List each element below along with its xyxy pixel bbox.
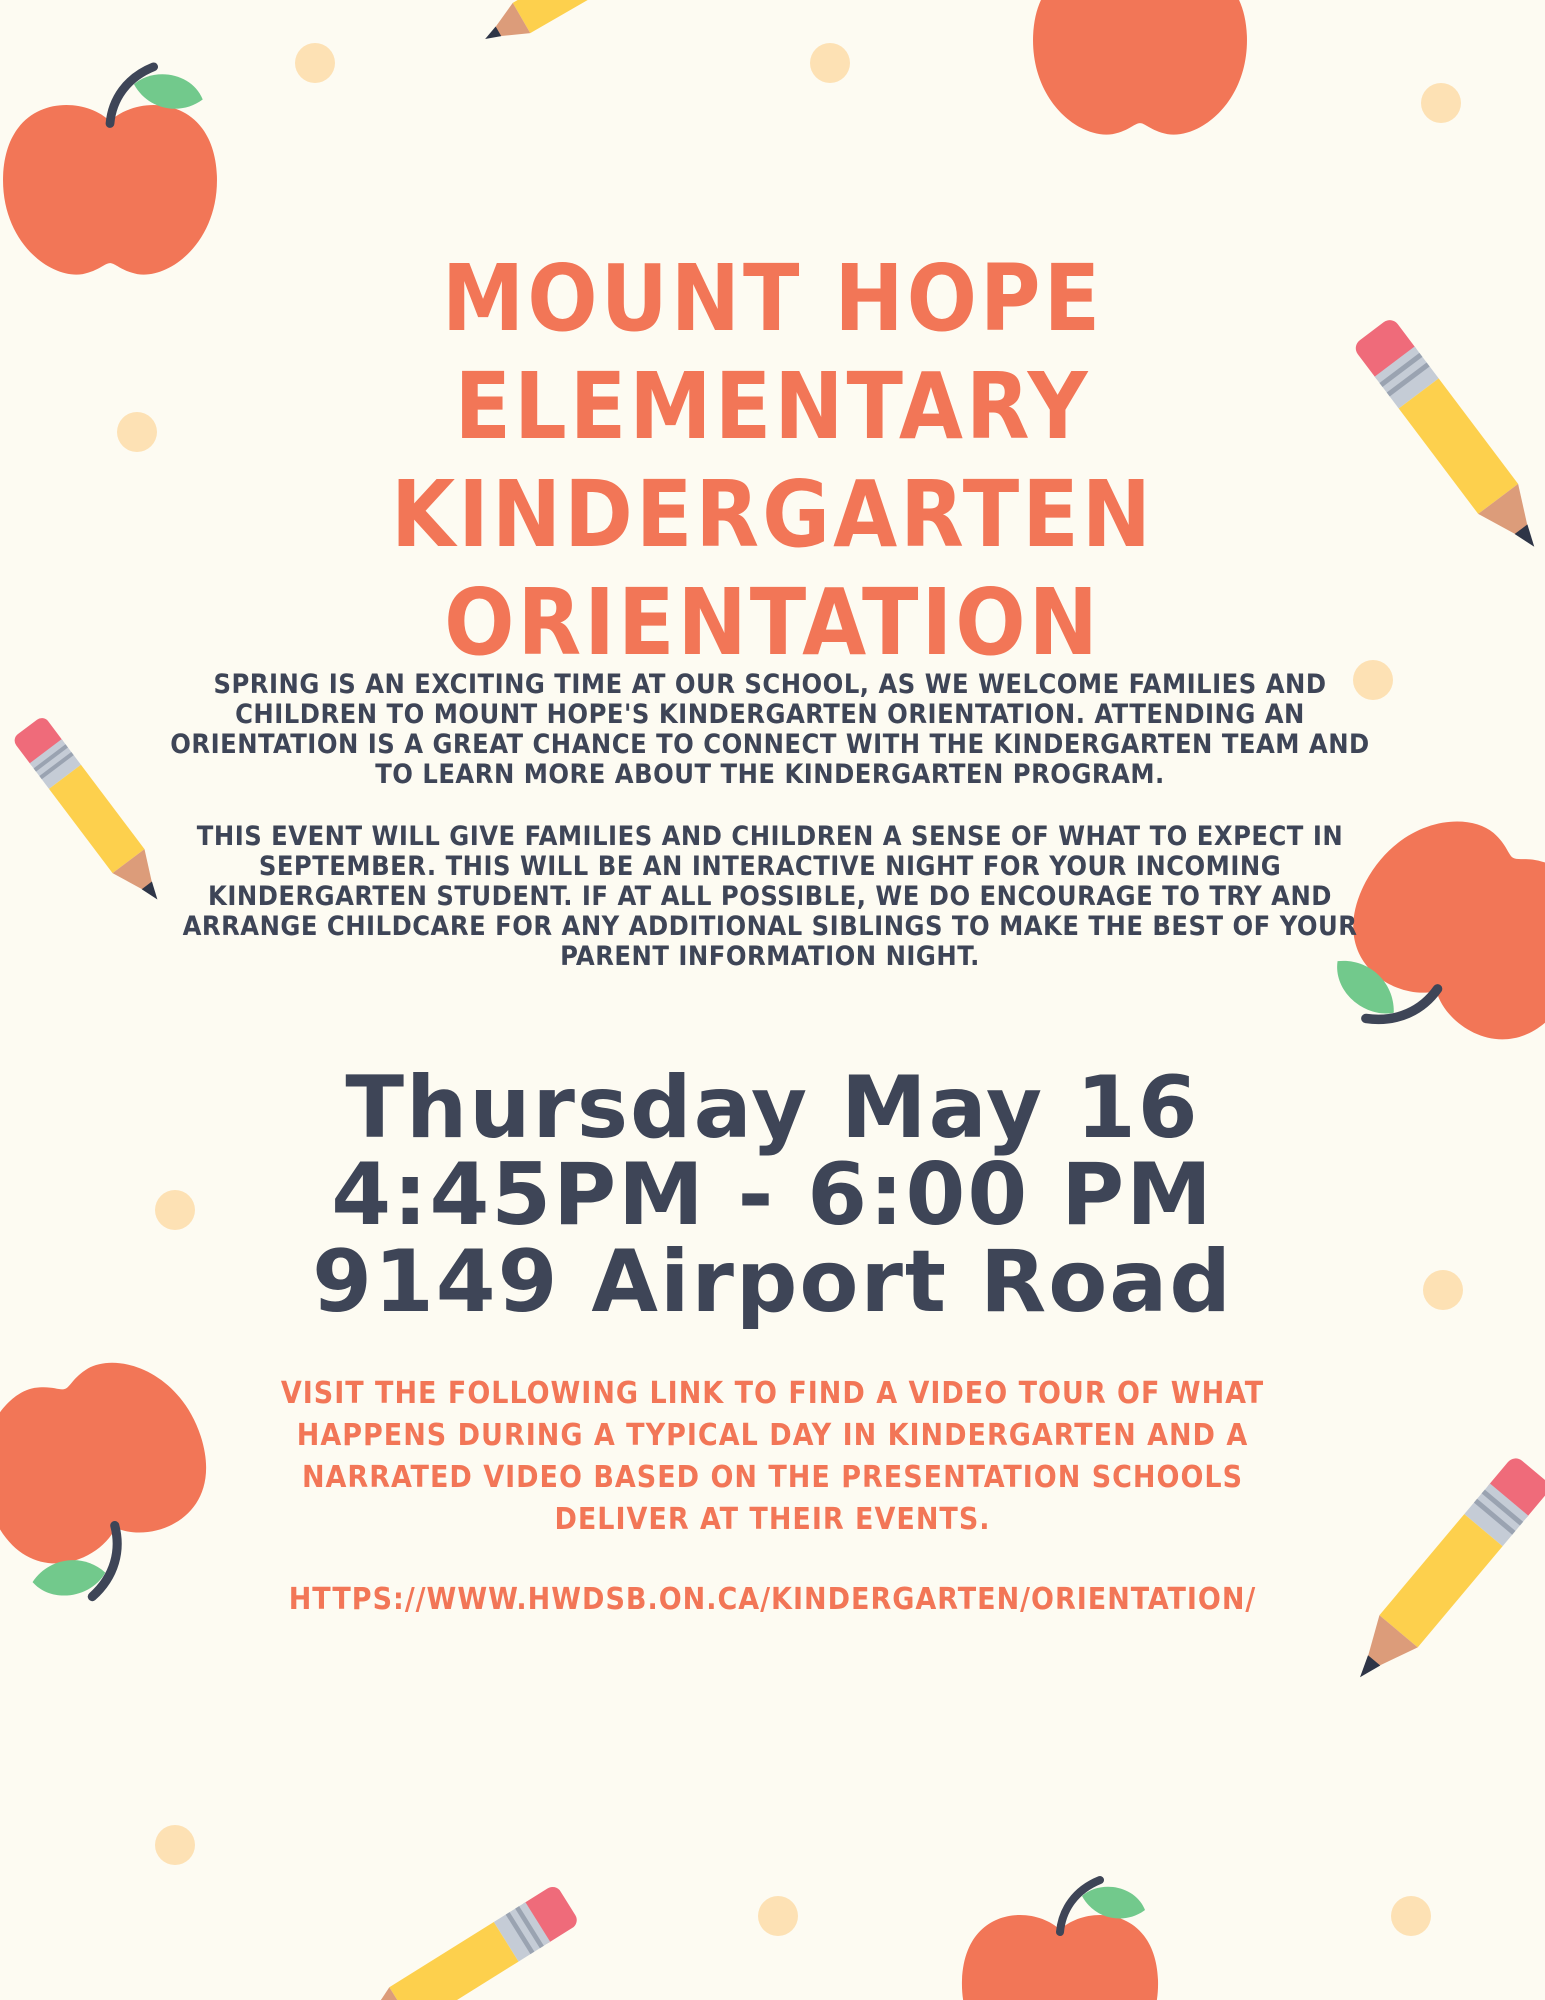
- intro-paragraph: THIS EVENT WILL GIVE FAMILIES AND CHILDREN A SENSE OF WHAT TO EXPECT IN SEPTEMBER. THIS WILL BE AN INTERACTIVE NIGHT FOR YOUR INCOMING KINDERGARTEN STUDENT. IF AT ALL POSSIBLE, WE DO ENCOURAGE TO TRY AND ARRANGE CHILDCARE FOR ANY ADDITIONAL SIBLINGS TO MAKE THE BEST OF YOUR PARENT INFORMATION NIGHT.: [182, 821, 1358, 972]
- dot-decoration: [1423, 1270, 1463, 1310]
- dot-decoration: [1421, 83, 1461, 123]
- orientation-link[interactable]: HTTPS://WWW.HWDSB.ON.CA/KINDERGARTEN/ORIENTATION/: [288, 1582, 1257, 1617]
- dot-decoration: [1391, 1896, 1431, 1936]
- dot-decoration: [155, 1825, 195, 1865]
- event-details: [300, 1058, 1245, 1332]
- event-time: 4:45PM - 6:00 PM: [331, 1145, 1214, 1245]
- dot-decoration: [758, 1896, 798, 1936]
- pencil-icon: [321, 1853, 609, 2000]
- dot-decoration: [810, 43, 850, 83]
- dot-decoration: [155, 1190, 195, 1230]
- pencil-icon: [1315, 1423, 1545, 1717]
- event-date: Thursday May 16: [345, 1058, 1200, 1158]
- dot-decoration: [295, 43, 335, 83]
- video-tour-text: VISIT THE FOLLOWING LINK TO FIND A VIDEO TOUR OF WHAT HAPPENS DURING A TYPICAL DAY IN KINDERGARTEN AND A NARRATED VIDEO BASED ON THE PRESENTATION SCHOOLS DELIVER AT THEIR EVENTS.: [280, 1376, 1265, 1537]
- intro-paragraph: SPRING IS AN EXCITING TIME AT OUR SCHOOL, AS WE WELCOME FAMILIES AND CHILDREN TO MOUNT HOPE'S KINDERGARTEN ORIENTATION. ATTENDING AN ORIENTATION IS A GREAT CHANCE TO CONNECT WITH THE KINDERGARTEN TEAM AND TO LEARN MORE ABOUT THE KINDERGARTEN PROGRAM.: [170, 669, 1370, 790]
- apple-icon: [1010, 0, 1270, 145]
- event-location: 9149 Airport Road: [312, 1232, 1233, 1332]
- intro-text: [170, 670, 1370, 1004]
- pencil-icon: [0, 690, 194, 930]
- flyer-title: MOUNT HOPE ELEMENTARY KINDERGARTEN ORIENTATION: [390, 245, 1155, 676]
- apple-icon: [945, 1860, 1175, 2000]
- pencil-icon: [462, 0, 679, 73]
